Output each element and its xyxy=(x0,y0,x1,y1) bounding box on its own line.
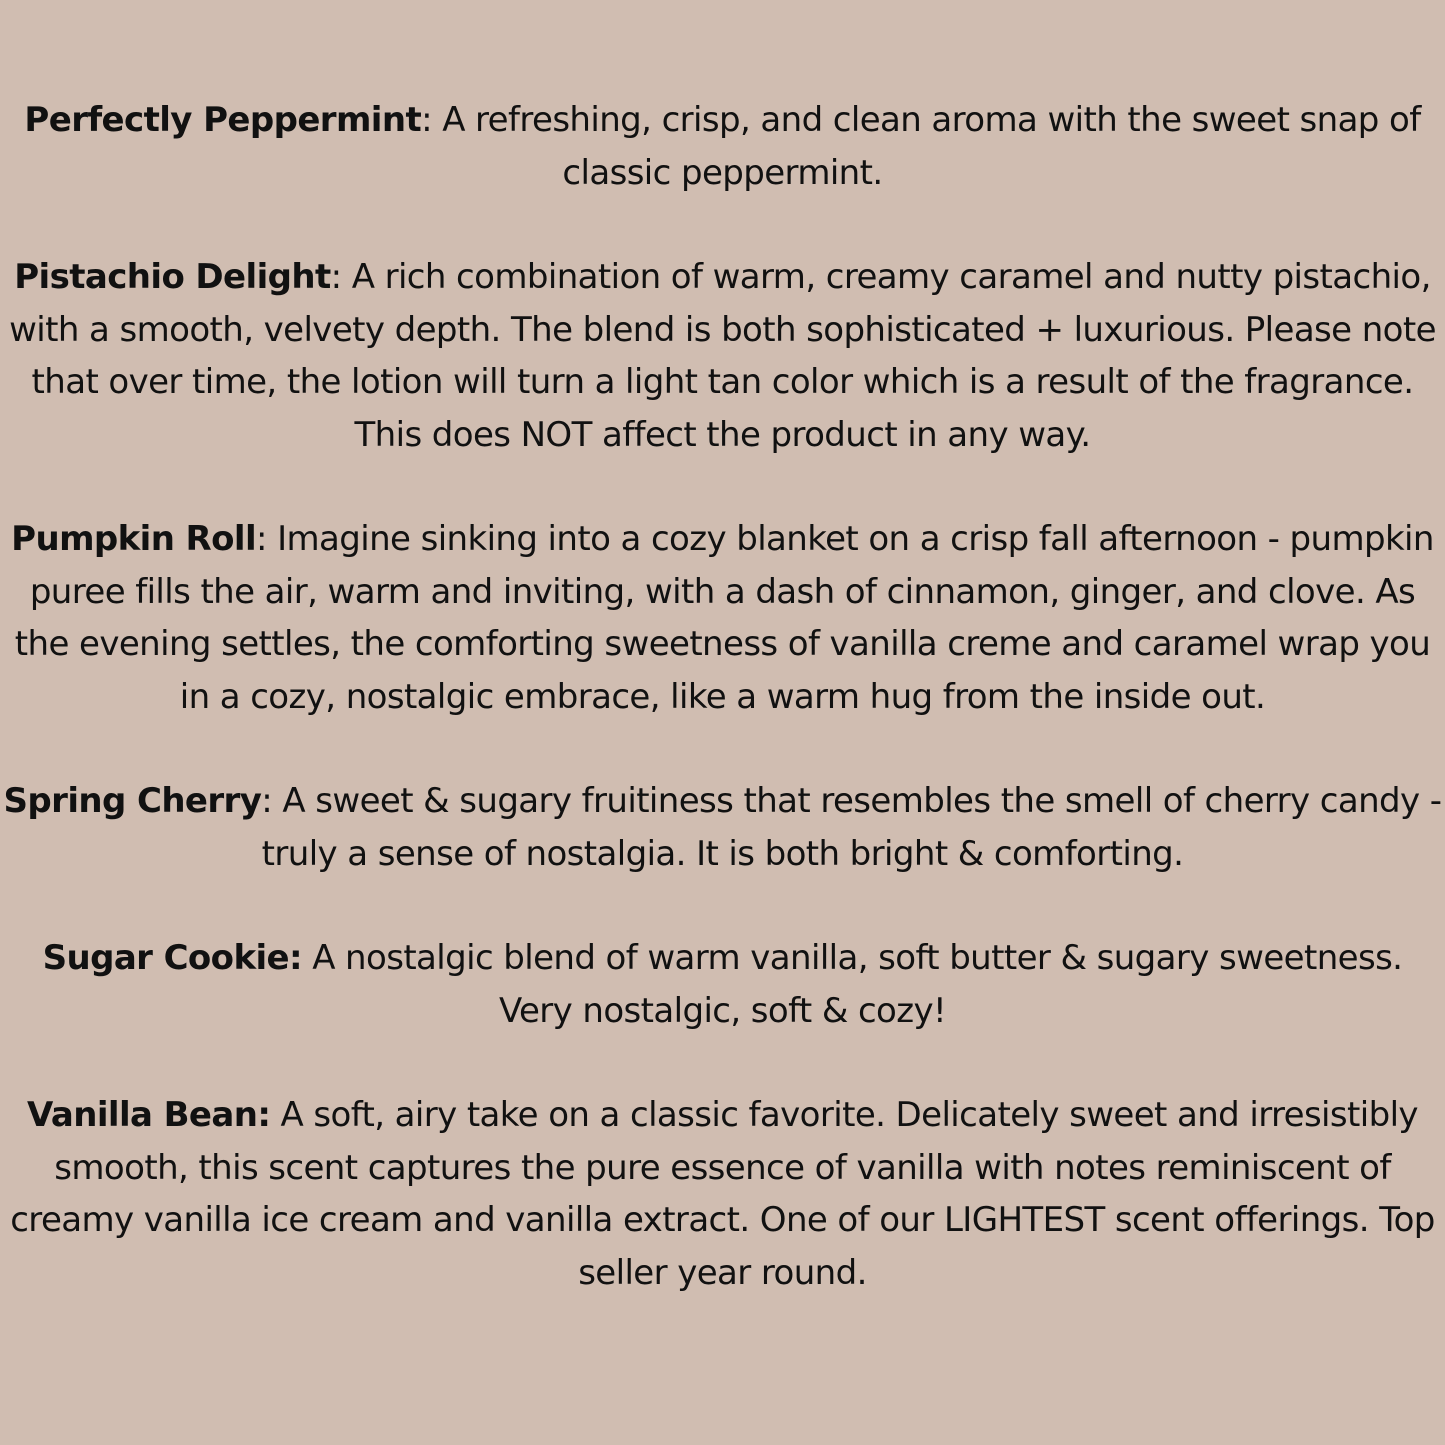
scent-entry-vanilla-bean xyxy=(0,1089,1445,1299)
scent-entry-pistachio-delight xyxy=(0,251,1445,461)
scent-name: Spring Cherry xyxy=(3,781,262,821)
scent-name: Sugar Cookie: xyxy=(42,938,302,978)
scent-separator: : xyxy=(330,257,352,297)
scent-separator xyxy=(302,938,312,978)
scent-entry-perfectly-peppermint xyxy=(0,94,1445,199)
scent-name: Vanilla Bean: xyxy=(27,1095,271,1135)
scent-description: Imagine sinking into a cozy blanket on a crisp fall afternoon - pumpkin puree fills the air, warm and inviting, with a dash of cinnamon, ginger, and clove. As the evening settles, the comforting sweetness of vanilla creme and caramel wrap you in a cozy, nostalgic embrace, like a warm hug from the inside out. xyxy=(14,519,1434,717)
scent-separator: : xyxy=(421,100,443,140)
scent-description: A nostalgic blend of warm vanilla, soft butter & sugary sweetness. Very nostalgic, soft & cozy! xyxy=(312,938,1403,1031)
scent-description: A refreshing, crisp, and clean aroma with the sweet snap of classic peppermint. xyxy=(442,100,1421,193)
scent-description: A sweet & sugary fruitiness that resembles the smell of cherry candy - truly a sense of nostalgia. It is both bright & comforting. xyxy=(261,781,1442,874)
scent-name: Perfectly Peppermint xyxy=(24,100,422,140)
scent-description: A rich combination of warm, creamy caramel and nutty pistachio, with a smooth, velvety depth. The blend is both sophisticated + luxurious. Please note that over time, the lotion will turn a light tan color which is a result of the fragrance. This does NOT affect the product in any way. xyxy=(9,257,1436,455)
scent-entry-spring-cherry xyxy=(0,775,1445,880)
scent-entry-sugar-cookie xyxy=(0,932,1445,1037)
scent-description: A soft, airy take on a classic favorite. Delicately sweet and irresistibly smooth, this scent captures the pure essence of vanilla with notes reminiscent of creamy vanilla ice cream and vanilla extract. One of our LIGHTEST scent offerings. Top seller year round. xyxy=(10,1095,1435,1293)
scent-separator xyxy=(270,1095,280,1135)
scent-name: Pumpkin Roll xyxy=(11,519,257,559)
scent-entry-pumpkin-roll xyxy=(0,513,1445,723)
scent-name: Pistachio Delight xyxy=(14,257,331,297)
scent-separator: : xyxy=(256,519,278,559)
scent-separator: : xyxy=(261,781,283,821)
